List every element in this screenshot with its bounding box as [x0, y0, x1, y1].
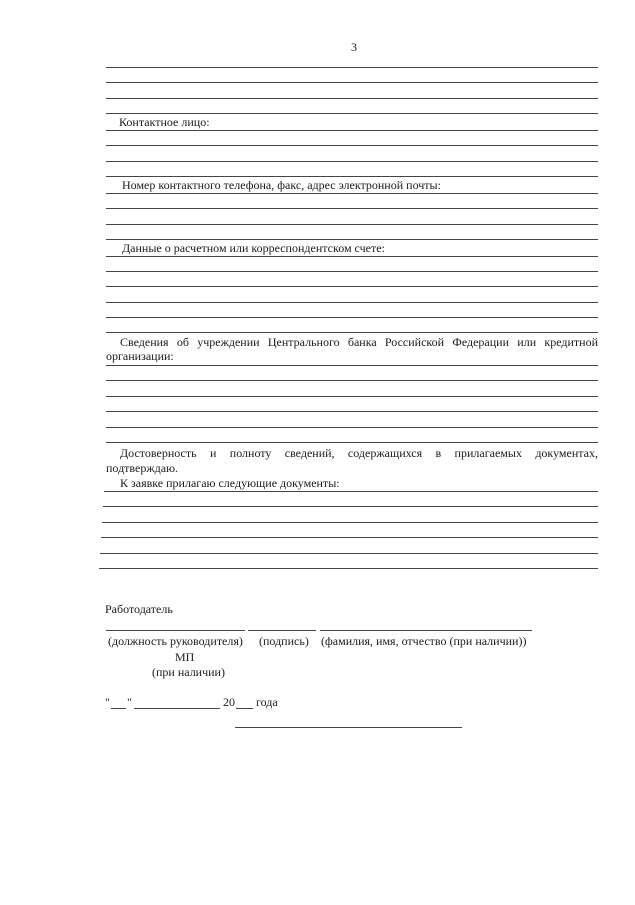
blank-line [106, 302, 598, 303]
blank-line [99, 568, 598, 569]
blank-line [100, 553, 598, 554]
position-signature-line [106, 630, 245, 631]
confirmation-text: Достоверность и полноту сведений, содержащихся в прилагаемых документах, [120, 446, 598, 460]
blank-line [106, 176, 598, 177]
signature-line [248, 630, 316, 631]
blank-line [106, 396, 598, 397]
bottom-line [235, 727, 462, 728]
blank-line [106, 224, 598, 225]
blank-line [103, 506, 598, 507]
blank-line [106, 113, 598, 114]
blank-line [106, 239, 598, 240]
date-quote-close: " [127, 695, 132, 709]
bank-info-label: Сведения об учреждении Центрального банка Российской Федерации или кредитной [120, 335, 598, 349]
blank-line [102, 522, 598, 523]
blank-line [106, 130, 598, 131]
contact-phone-label: Номер контактного телефона, факс, адрес электронной почты: [122, 178, 441, 192]
blank-line [101, 537, 598, 538]
blank-line [106, 365, 598, 366]
blank-line [106, 427, 598, 428]
blank-line [106, 208, 598, 209]
blank-line [106, 161, 598, 162]
blank-line [106, 317, 598, 318]
blank-line [106, 271, 598, 272]
confirmation-text-continued: подтверждаю. [106, 461, 179, 475]
date-quote-open: " [105, 695, 110, 709]
stamp-note: (при наличии) [152, 665, 225, 679]
blank-line [104, 491, 598, 492]
account-data-label: Данные о расчетном или корреспондентском счете: [122, 241, 385, 255]
bank-info-label-continued: организации: [106, 349, 174, 363]
date-year-line [236, 708, 253, 709]
name-signature-line [320, 630, 532, 631]
attached-documents-label: К заявке прилагаю следующие документы: [120, 476, 340, 490]
blank-line [106, 332, 598, 333]
blank-line [106, 67, 598, 68]
blank-line [106, 82, 598, 83]
date-day-line [111, 708, 126, 709]
signature-caption: (подпись) [259, 634, 309, 648]
blank-line [106, 256, 598, 257]
date-year-prefix: 20 [223, 695, 235, 709]
date-year-suffix: года [256, 695, 278, 709]
date-month-line [134, 708, 220, 709]
blank-line [106, 193, 598, 194]
stamp-label: МП [175, 650, 195, 664]
page-number: 3 [351, 40, 357, 54]
contact-person-label: Контактное лицо: [119, 115, 210, 129]
employer-label: Работодатель [105, 602, 173, 616]
blank-line [106, 442, 598, 443]
blank-line [106, 411, 598, 412]
blank-line [106, 286, 598, 287]
name-caption: (фамилия, имя, отчество (при наличии)) [321, 634, 527, 648]
blank-line [106, 98, 598, 99]
blank-line [106, 380, 598, 381]
position-caption: (должность руководителя) [108, 634, 243, 648]
blank-line [106, 145, 598, 146]
